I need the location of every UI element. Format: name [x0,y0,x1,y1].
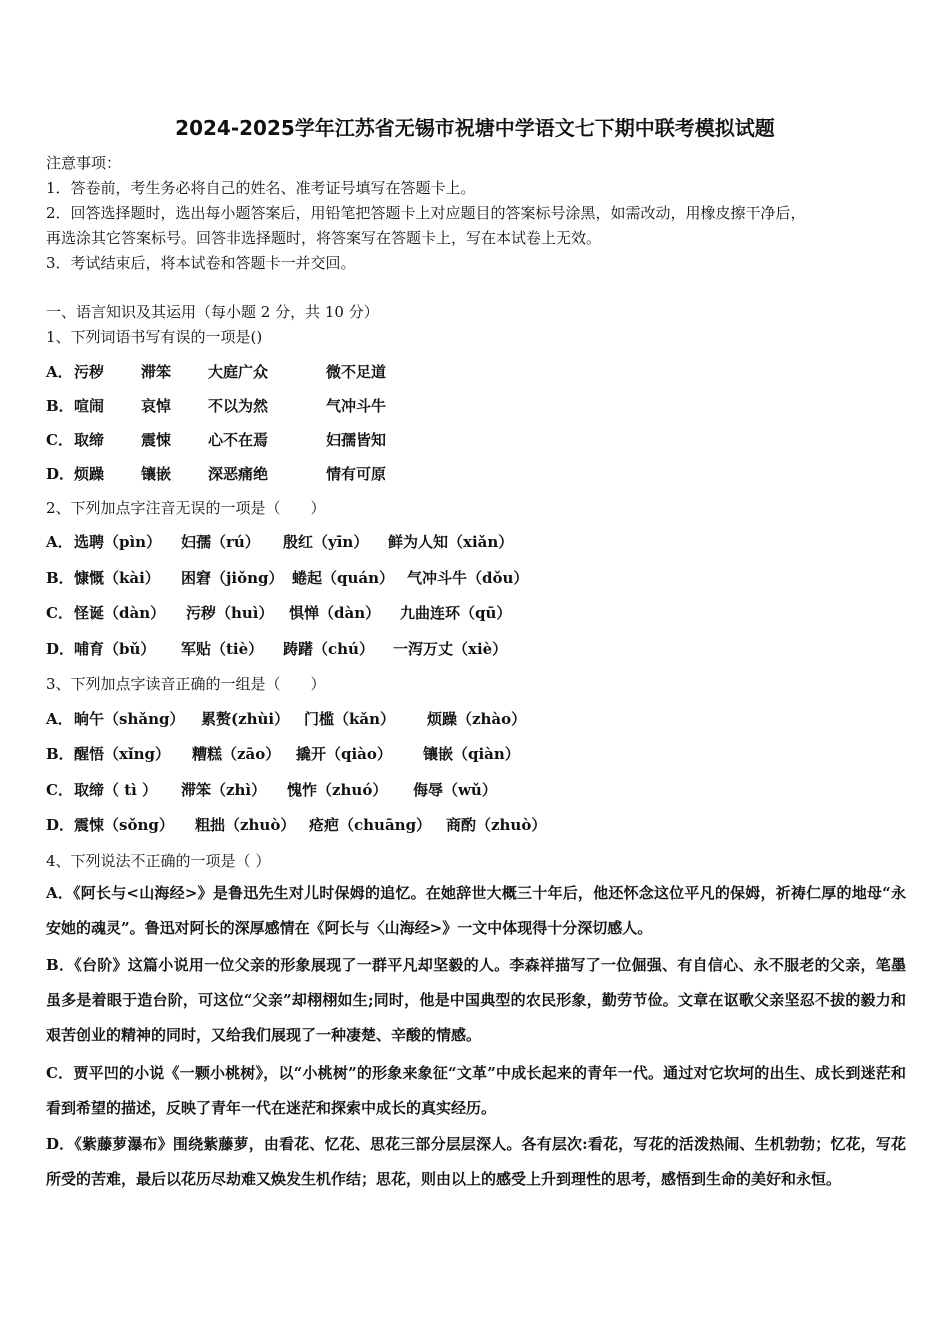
option-b[interactable] [46,948,906,1053]
word: 踌躇（chú） [283,640,374,658]
word: 心不在焉 [208,431,269,449]
word: 烦躁（zhào） [427,710,527,728]
word: 喧闹 [74,397,105,415]
word: 情有可原 [326,465,387,483]
option-d[interactable] [46,1127,906,1197]
question-2-stem: 2、下列加点字注音无误的一项是（ ） [46,499,326,517]
option-label: D． [46,640,75,658]
word: 妇孺（rú） [181,533,260,551]
word: 军贴（tiè） [181,640,264,658]
word: 取缔 [74,431,105,449]
option-a[interactable] [46,876,906,946]
word: 镶嵌 [141,465,172,483]
word: 震悚 [141,431,172,449]
option-a[interactable] [46,708,73,729]
word: 镶嵌（qiàn） [423,745,520,763]
option-label: A． [46,533,73,551]
word: 愧怍（zhuó） [287,781,388,799]
option-b[interactable] [46,743,74,764]
word: 大庭广众 [208,363,269,381]
option-label: C． [46,1064,74,1082]
option-label: B． [46,569,74,587]
option-b[interactable] [46,567,74,588]
word: 惧惮（dàn） [289,604,381,622]
word: 撬开（qiào） [296,745,392,763]
word: 气冲斗牛（dǒu） [407,569,529,587]
notice-item: 再选涂其它答案标号。回答非选择题时，将答案写在答题卡上，写在本试卷上无效。 [46,229,602,247]
word: 取缔（ tì ） [74,781,158,799]
option-d[interactable] [46,814,74,835]
option-label: D． [46,465,75,483]
option-d[interactable] [46,638,74,659]
option-label: B． [46,745,74,763]
word: 滞笨 [141,363,172,381]
option-a[interactable] [46,361,73,382]
option-label: C． [46,781,73,799]
option-label: D． [46,1135,75,1153]
word: 醒悟（xǐng） [74,745,171,763]
word: 哺育（bǔ） [74,640,156,658]
word: 累赘(zhùi） [201,710,290,728]
word: 糟糕（zāo） [192,745,281,763]
option-label: C． [46,431,73,449]
word: 气冲斗牛 [326,397,387,415]
option-b[interactable] [46,395,74,416]
word: 不以为然 [208,397,269,415]
word: 震悚（sǒng） [74,816,174,834]
word: 蜷起（quán） [292,569,395,587]
option-c[interactable] [46,1056,906,1126]
word: 慷慨（kài） [74,569,160,587]
option-d[interactable] [46,463,74,484]
option-text: 贾平凹的小说《一颗小桃树》，以“小桃树”的形象来象征“文革”中成长起来的青年一代。通过对它坎坷的出生、成长到迷茫和看到希望的描述，反映了青年一代在迷茫和探索中成长的真实经历。 [46,1064,906,1117]
option-label: B． [46,956,75,974]
word: 晌午（shǎng） [74,710,185,728]
option-text: 《紫藤萝瀑布》围绕紫藤萝，由看花、忆花、思花三部分层层深人。各有层次:看花，写花的活泼热闹、生机勃勃；忆花，写花所受的苦难，最后以花历尽劫难又焕发生机作结；思花，则由以上的感受上升到理性的思考，感悟到生命的美好和永恒。 [46,1135,906,1188]
word: 疮疤（chuāng） [309,816,432,834]
notice-item: 2．回答选择题时，选出每小题答案后，用铅笔把答题卡上对应题目的答案标号涂黑，如需改动，用橡皮擦干净后， [46,204,806,222]
word: 选聘（pìn） [74,533,162,551]
word: 粗拙（zhuò） [195,816,296,834]
word: 哀悼 [141,397,172,415]
option-label: A． [46,884,74,902]
word: 烦躁 [74,465,105,483]
option-label: C． [46,604,73,622]
word: 污秽（huì） [186,604,274,622]
word: 殷红（yīn） [283,533,369,551]
word: 困窘（jiǒng） [181,569,284,587]
word: 门槛（kǎn） [304,710,396,728]
option-a[interactable] [46,531,73,552]
word: 妇孺皆知 [326,431,387,449]
option-text: 《台阶》这篇小说用一位父亲的形象展现了一群平凡却坚毅的人。李森祥描写了一位倔强、有自信心、永不服老的父亲，笔墨虽多是着眼于造台阶，可这位“父亲”却栩栩如生;同时，他是中国典型的农民形象，勤劳节俭。文章在讴歌父亲坚忍不拔的毅力和艰苦创业的精神的同时，又给我们展现了一种凄楚、辛酸的情感。 [46,956,906,1044]
option-c[interactable] [46,602,73,623]
question-4-stem: 4、下列说法不正确的一项是（ ） [46,852,271,870]
word: 污秽 [74,363,105,381]
notice-item: 3．考试结束后，将本试卷和答题卡一并交回。 [46,254,356,272]
word: 侮辱（wǔ） [413,781,497,799]
option-c[interactable] [46,429,73,450]
page-title: 2024-2025学年江苏省无锡市祝塘中学语文七下期中联考模拟试题 [175,116,775,140]
notice-item: 1．答卷前，考生务必将自己的姓名、准考证号填写在答题卡上。 [46,179,476,197]
word: 商酌（zhuò） [446,816,547,834]
option-label: D． [46,816,75,834]
question-3-stem: 3、下列加点字读音正确的一组是（ ） [46,675,326,693]
word: 滞笨（zhì） [181,781,267,799]
option-label: B． [46,397,74,415]
word: 九曲连环（qū） [400,604,512,622]
option-label: A． [46,363,73,381]
option-label: A． [46,710,73,728]
option-text: 《阿长与<山海经>》是鲁迅先生对儿时保姆的追忆。在她辞世大概三十年后，他还怀念这位平凡的保姆，祈祷仁厚的地母“永安她的魂灵”。鲁迅对阿长的深厚感情在《阿长与〈山海经>》一文中体现得十分深切感人。 [46,884,906,937]
question-1-stem: 1、下列词语书写有误的一项是() [46,328,263,346]
word: 微不足道 [326,363,387,381]
word: 一泻万丈（xiè） [393,640,508,658]
option-c[interactable] [46,779,73,800]
section-heading: 一、语言知识及其运用（每小题 2 分，共 10 分） [46,303,379,321]
word: 鲜为人知（xiǎn） [388,533,514,551]
notice-heading: 注意事项： [46,154,122,172]
word: 深恶痛绝 [208,465,269,483]
word: 怪诞（dàn） [74,604,166,622]
